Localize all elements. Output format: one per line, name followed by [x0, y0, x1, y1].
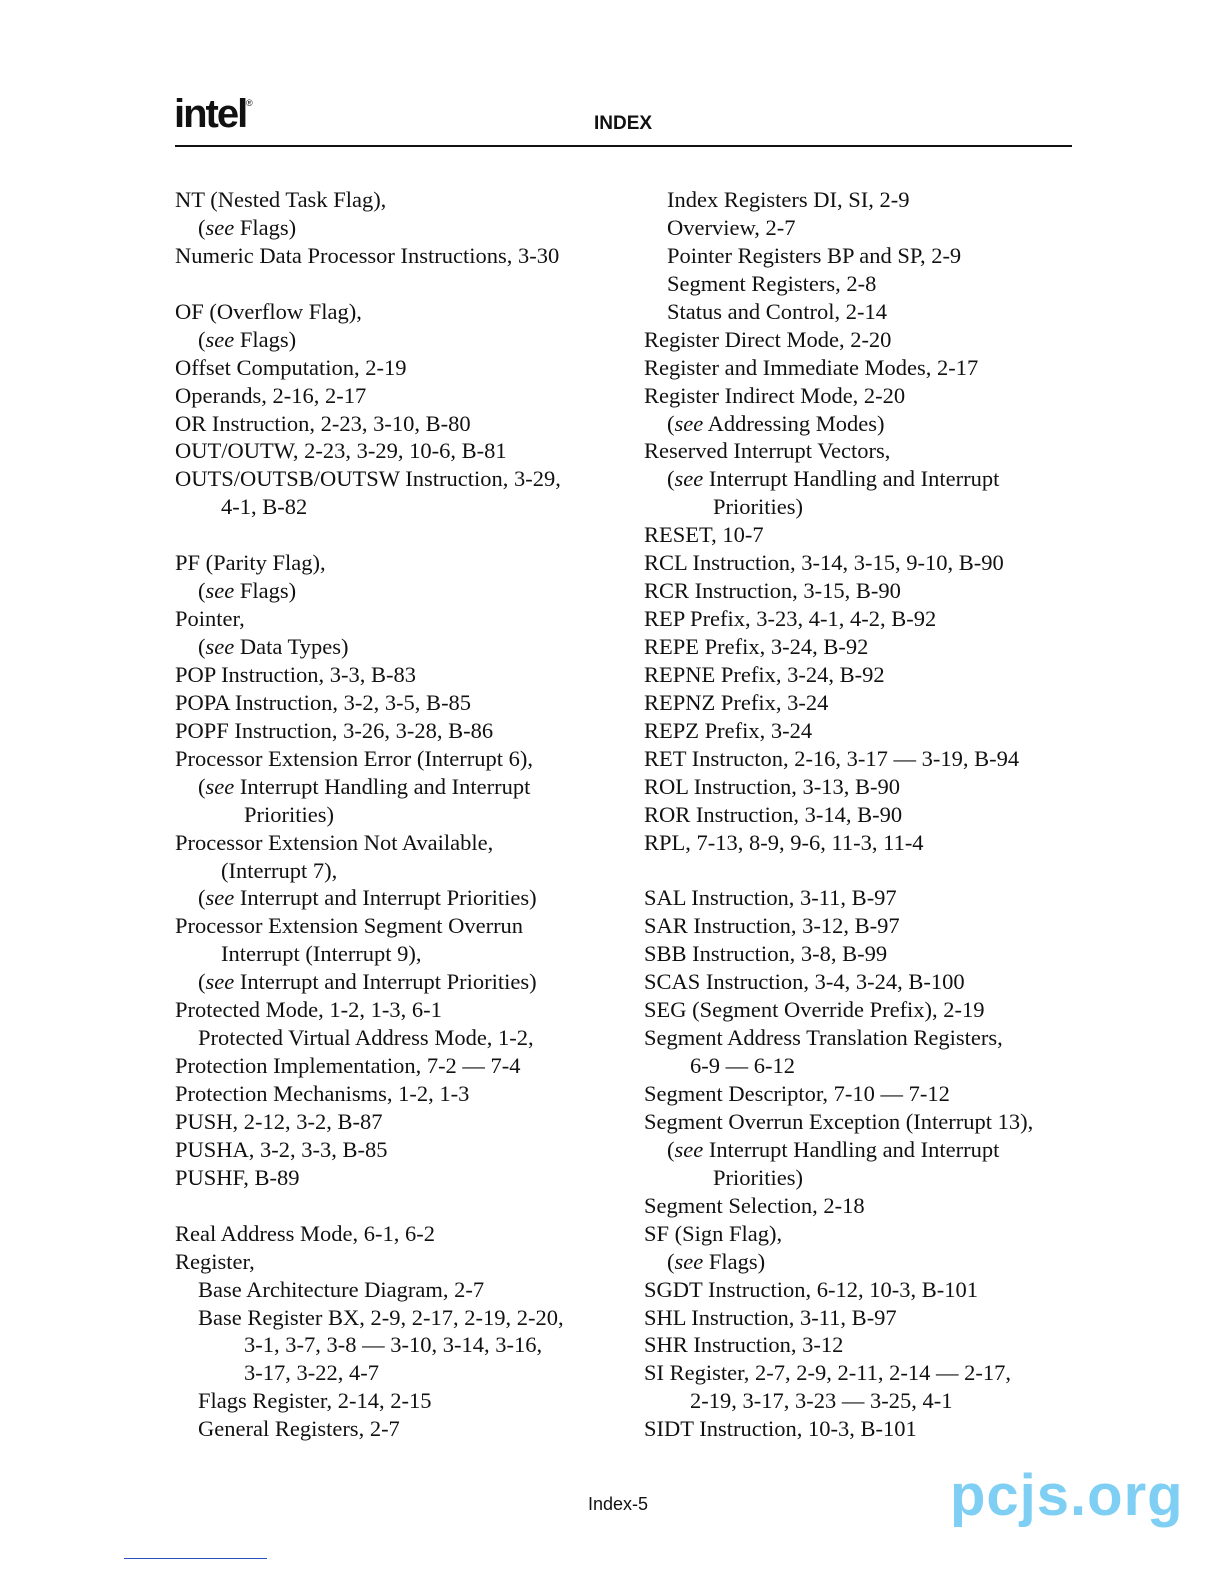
- entry-text: REPNE Prefix, 3-24, B-92: [644, 661, 885, 687]
- entry-text: SIDT Instruction, 10-3, B-101: [644, 1416, 917, 1442]
- blank-spacer: [175, 521, 625, 549]
- paren-open: (: [667, 1248, 675, 1274]
- index-entry: [175, 1304, 625, 1332]
- entry-text: Flags Register, 2-14, 2-15: [198, 1388, 432, 1414]
- index-entry: [644, 549, 1094, 577]
- entry-text: Offset Computation, 2-19: [175, 354, 407, 380]
- page-number: Index-5: [588, 1494, 649, 1514]
- index-entry: [175, 382, 625, 410]
- index-entry: [175, 1136, 625, 1164]
- entry-text: Interrupt Handling and Interrupt: [234, 773, 531, 799]
- see-reference: see: [674, 466, 704, 492]
- entry-text: Numeric Data Processor Instructions, 3-30: [175, 242, 560, 268]
- see-reference: see: [674, 410, 704, 436]
- entry-text: Segment Descriptor, 7-10 — 7-12: [644, 1081, 950, 1106]
- index-entry: [175, 605, 625, 633]
- index-entry: [175, 801, 625, 829]
- index-entry: [175, 912, 625, 940]
- entry-text: General Registers, 2-7: [198, 1416, 400, 1442]
- entry-text: POPA Instruction, 3-2, 3-5, B-85: [175, 689, 472, 715]
- blank-spacer: [644, 857, 1094, 885]
- index-column-left: [175, 186, 625, 1443]
- index-entry: [644, 689, 1094, 717]
- index-entry: [644, 1415, 1094, 1443]
- index-entry: [644, 437, 1094, 465]
- index-entry: [644, 186, 1094, 214]
- index-entry: [644, 354, 1094, 382]
- entry-text: POP Instruction, 3-3, B-83: [175, 661, 417, 687]
- index-entry: [644, 829, 1094, 857]
- entry-text: Index Registers DI, SI, 2-9: [667, 187, 910, 212]
- index-entry: [644, 1192, 1094, 1220]
- entry-text: PUSH, 2-12, 3-2, B-87: [175, 1108, 383, 1134]
- index-entry: [644, 270, 1094, 298]
- entry-text: SEG (Segment Override Prefix), 2-19: [644, 997, 985, 1023]
- index-entry: [644, 1108, 1094, 1136]
- intel-logo-text: intel: [174, 92, 247, 136]
- index-entry: [175, 354, 625, 382]
- see-reference: see: [205, 578, 235, 604]
- entry-text: 3-17, 3-22, 4-7: [244, 1360, 379, 1386]
- entry-text: RPL, 7-13, 8-9, 9-6, 11-3, 11-4: [644, 829, 924, 855]
- index-entry: [175, 493, 625, 521]
- entry-text: Flags): [703, 1248, 766, 1274]
- entry-text: Segment Selection, 2-18: [644, 1192, 865, 1218]
- entry-text: Protected Mode, 1-2, 1-3, 6-1: [175, 997, 442, 1023]
- entry-text: Protection Implementation, 7-2 — 7-4: [175, 1053, 521, 1079]
- entry-text: Register,: [175, 1248, 255, 1274]
- index-entry: [644, 912, 1094, 940]
- entry-text: RESET, 10-7: [644, 522, 764, 548]
- index-entry: [644, 1331, 1094, 1359]
- entry-text: PUSHA, 3-2, 3-3, B-85: [175, 1136, 388, 1162]
- index-entry: [644, 465, 1094, 493]
- index-entry: [644, 773, 1094, 801]
- entry-text: Segment Registers, 2-8: [667, 270, 877, 296]
- index-entry: [175, 661, 625, 689]
- entry-text: Register Direct Mode, 2-20: [644, 326, 892, 352]
- index-entry: [644, 1080, 1094, 1108]
- entry-text: Interrupt Handling and Interrupt: [703, 466, 1000, 492]
- index-entry: [175, 1359, 625, 1387]
- index-entry: [175, 996, 625, 1024]
- entry-text: 3-1, 3-7, 3-8 — 3-10, 3-14, 3-16,: [244, 1332, 543, 1358]
- index-entry: [644, 1276, 1094, 1304]
- entry-text: ROL Instruction, 3-13, B-90: [644, 773, 901, 799]
- entry-text: SGDT Instruction, 6-12, 10-3, B-101: [644, 1276, 978, 1302]
- index-entry: [175, 577, 625, 605]
- index-entry: [644, 968, 1094, 996]
- entry-text: Operands, 2-16, 2-17: [175, 382, 367, 408]
- entry-text: Processor Extension Segment Overrun: [175, 913, 524, 939]
- paren-open: (: [198, 578, 206, 604]
- entry-text: PF (Parity Flag),: [175, 550, 326, 576]
- entry-text: Register Indirect Mode, 2-20: [644, 382, 906, 408]
- entry-text: REPNZ Prefix, 3-24: [644, 689, 829, 715]
- entry-text: Priorities): [713, 1164, 803, 1190]
- entry-text: Segment Overrun Exception (Interrupt 13),: [644, 1108, 1034, 1134]
- entry-text: Base Register BX, 2-9, 2-17, 2-19, 2-20,: [198, 1304, 564, 1330]
- index-entry: [644, 410, 1094, 438]
- index-entry: [175, 1052, 625, 1080]
- entry-text: Pointer Registers BP and SP, 2-9: [667, 242, 962, 268]
- entry-text: Processor Extension Error (Interrupt 6),: [175, 745, 534, 771]
- index-entry: [175, 773, 625, 801]
- entry-text: 2-19, 3-17, 3-23 — 3-25, 4-1: [690, 1388, 953, 1414]
- index-entry: [175, 186, 625, 214]
- entry-text: SHL Instruction, 3-11, B-97: [644, 1304, 897, 1330]
- index-entry: [175, 745, 625, 773]
- entry-text: Processor Extension Not Available,: [175, 829, 494, 855]
- index-entry: [644, 382, 1094, 410]
- registered-mark-icon: ®: [246, 98, 253, 108]
- index-entry: [175, 829, 625, 857]
- header-divider: [175, 145, 1072, 147]
- intel-logo: [174, 92, 246, 137]
- index-entry: [644, 1024, 1094, 1052]
- entry-text: RCR Instruction, 3-15, B-90: [644, 578, 901, 604]
- blank-spacer: [175, 1192, 625, 1220]
- index-entry: [175, 1415, 625, 1443]
- see-reference: see: [205, 214, 235, 240]
- index-entry: [644, 1359, 1094, 1387]
- entry-text: Protected Virtual Address Mode, 1-2,: [198, 1025, 534, 1051]
- entry-text: OF (Overflow Flag),: [175, 298, 362, 324]
- index-entry: [175, 326, 625, 354]
- entry-text: Real Address Mode, 6-1, 6-2: [175, 1220, 435, 1246]
- index-entry: [644, 1136, 1094, 1164]
- index-entry: [175, 1331, 625, 1359]
- see-reference: see: [674, 1136, 704, 1162]
- entry-text: Segment Address Translation Registers,: [644, 1025, 1003, 1051]
- see-reference: see: [674, 1248, 704, 1274]
- index-entry: [644, 661, 1094, 689]
- entry-text: REP Prefix, 3-23, 4-1, 4-2, B-92: [644, 606, 937, 632]
- entry-text: Interrupt Handling and Interrupt: [703, 1136, 1000, 1162]
- index-entry: [644, 1052, 1094, 1080]
- entry-text: PUSHF, B-89: [175, 1164, 300, 1190]
- index-entry: [644, 1387, 1094, 1415]
- paren-open: (: [198, 969, 206, 995]
- entry-text: Interrupt and Interrupt Priorities): [234, 885, 537, 911]
- index-entry: [175, 1276, 625, 1304]
- entry-text: SAL Instruction, 3-11, B-97: [644, 885, 897, 911]
- entry-text: Priorities): [244, 801, 334, 827]
- entry-text: SBB Instruction, 3-8, B-99: [644, 941, 888, 967]
- entry-text: (Interrupt 7),: [221, 857, 338, 883]
- index-entry: [644, 521, 1094, 549]
- entry-text: OR Instruction, 2-23, 3-10, B-80: [175, 410, 471, 436]
- paren-open: (: [198, 634, 206, 659]
- see-reference: see: [205, 969, 235, 995]
- entry-text: Reserved Interrupt Vectors,: [644, 438, 891, 464]
- entry-text: SF (Sign Flag),: [644, 1220, 783, 1246]
- bottom-divider: [124, 1558, 267, 1559]
- entry-text: RET Instructon, 2-16, 3-17 — 3-19, B-94: [644, 745, 1020, 771]
- index-entry: [175, 410, 625, 438]
- entry-text: 6-9 — 6-12: [690, 1053, 795, 1079]
- entry-text: Data Types): [234, 634, 349, 659]
- entry-text: SCAS Instruction, 3-4, 3-24, B-100: [644, 969, 965, 995]
- index-entry: [175, 214, 625, 242]
- entry-text: SAR Instruction, 3-12, B-97: [644, 913, 900, 939]
- index-entry: [644, 884, 1094, 912]
- entry-text: REPZ Prefix, 3-24: [644, 717, 813, 743]
- entry-text: Status and Control, 2-14: [667, 298, 887, 324]
- index-entry: [644, 605, 1094, 633]
- index-entry: [644, 242, 1094, 270]
- index-entry: [175, 1164, 625, 1192]
- index-entry: [644, 1304, 1094, 1332]
- index-entry: [644, 298, 1094, 326]
- entry-text: SHR Instruction, 3-12: [644, 1332, 844, 1358]
- index-entry: [175, 549, 625, 577]
- index-entry: [644, 577, 1094, 605]
- entry-text: OUTS/OUTSB/OUTSW Instruction, 3-29,: [175, 466, 561, 492]
- see-reference: see: [205, 773, 235, 799]
- entry-text: ROR Instruction, 3-14, B-90: [644, 801, 903, 827]
- index-entry: [644, 1248, 1094, 1276]
- entry-text: SI Register, 2-7, 2-9, 2-11, 2-14 — 2-17,: [644, 1360, 1011, 1386]
- entry-text: Priorities): [713, 494, 803, 520]
- entry-text: Addressing Modes): [703, 410, 885, 436]
- paren-open: (: [198, 773, 206, 799]
- entry-text: POPF Instruction, 3-26, 3-28, B-86: [175, 717, 494, 743]
- index-entry: [175, 298, 625, 326]
- index-entry: [644, 996, 1094, 1024]
- entry-text: Register and Immediate Modes, 2-17: [644, 354, 979, 380]
- paren-open: (: [667, 1136, 675, 1162]
- index-entry: [175, 717, 625, 745]
- index-entry: [644, 717, 1094, 745]
- index-entry: [644, 326, 1094, 354]
- entry-text: Flags): [234, 326, 297, 352]
- index-column-right: [644, 186, 1094, 1443]
- paren-open: (: [667, 410, 675, 436]
- entry-text: OUT/OUTW, 2-23, 3-29, 10-6, B-81: [175, 438, 507, 464]
- index-entry: [175, 884, 625, 912]
- paren-open: (: [667, 466, 675, 492]
- index-entry: [175, 1080, 625, 1108]
- blank-spacer: [175, 270, 625, 298]
- index-entry: [644, 940, 1094, 968]
- page-title: INDEX: [594, 113, 653, 134]
- index-entry: [175, 940, 625, 968]
- paren-open: (: [198, 885, 206, 911]
- see-reference: see: [205, 326, 235, 352]
- entry-text: Flags): [234, 214, 297, 240]
- paren-open: (: [198, 214, 206, 240]
- index-entry: [175, 465, 625, 493]
- see-reference: see: [205, 634, 235, 659]
- index-entry: [644, 633, 1094, 661]
- index-entry: [644, 214, 1094, 242]
- index-entry: [175, 857, 625, 885]
- entry-text: Flags): [234, 578, 297, 604]
- index-entry: [644, 493, 1094, 521]
- entry-text: Base Architecture Diagram, 2-7: [198, 1276, 485, 1302]
- entry-text: Interrupt and Interrupt Priorities): [234, 969, 537, 995]
- index-entry: [644, 1164, 1094, 1192]
- entry-text: RCL Instruction, 3-14, 3-15, 9-10, B-90: [644, 550, 1004, 576]
- index-entry: [175, 689, 625, 717]
- paren-open: (: [198, 326, 206, 352]
- entry-text: NT (Nested Task Flag),: [175, 187, 387, 212]
- entry-text: REPE Prefix, 3-24, B-92: [644, 634, 869, 659]
- entry-text: Overview, 2-7: [667, 214, 796, 240]
- index-entry: [175, 968, 625, 996]
- index-entry: [175, 1387, 625, 1415]
- index-entry: [644, 745, 1094, 773]
- entry-text: 4-1, B-82: [221, 494, 308, 520]
- entry-text: Protection Mechanisms, 1-2, 1-3: [175, 1081, 470, 1106]
- index-entry: [175, 633, 625, 661]
- pcjs-watermark[interactable]: pcjs.org: [950, 1463, 1184, 1528]
- index-entry: [175, 437, 625, 465]
- index-entry: [175, 1024, 625, 1052]
- index-entry: [175, 1248, 625, 1276]
- index-entry: [175, 1220, 625, 1248]
- index-entry: [644, 801, 1094, 829]
- index-entry: [175, 242, 625, 270]
- entry-text: Interrupt (Interrupt 9),: [221, 941, 422, 967]
- entry-text: Pointer,: [175, 606, 245, 632]
- index-entry: [175, 1108, 625, 1136]
- see-reference: see: [205, 885, 235, 911]
- index-entry: [644, 1220, 1094, 1248]
